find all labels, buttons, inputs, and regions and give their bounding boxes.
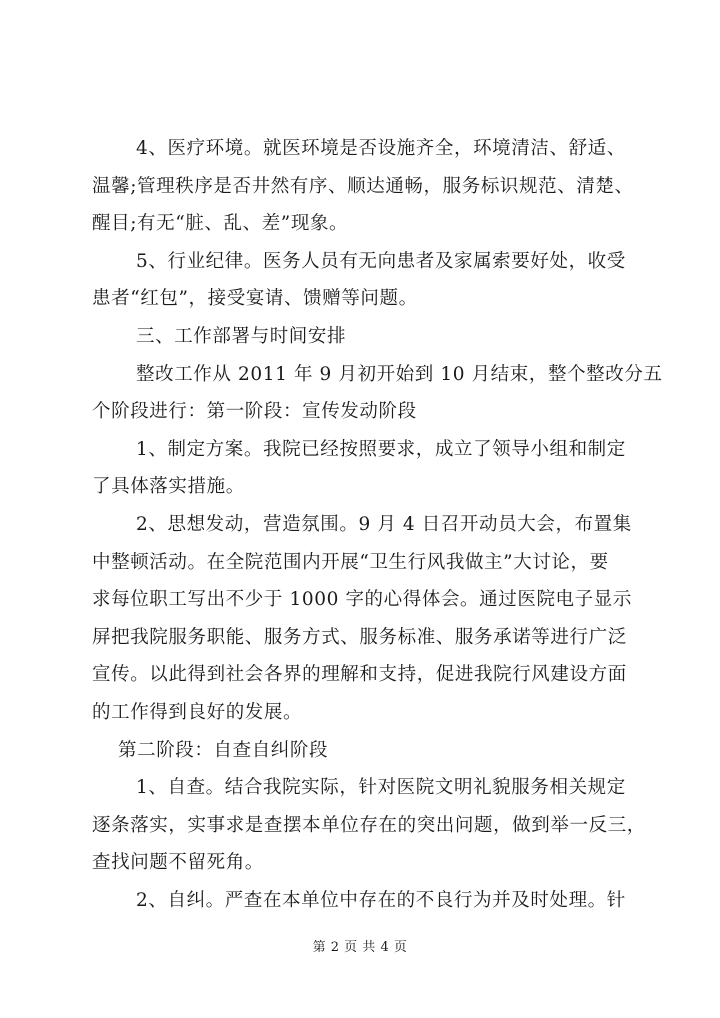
paragraph-line: 整改工作从 2011 年 9 月初开始到 10 月结束，整个整改分五 [136,363,663,385]
section-heading: 第二阶段：自查自纠阶段 [118,739,329,761]
paragraph-line: 屏把我院服务职能、服务方式、服务标准、服务承诺等进行广泛 [92,626,627,648]
section-heading: 三、工作部署与时间安排 [136,325,347,347]
paragraph-line: 的工作得到良好的发展。 [92,701,303,723]
paragraph-line: 个阶段进行：第一阶段：宣传发动阶段 [92,401,417,423]
document-body [92,130,672,919]
paragraph-line: 患者“红包”，接受宴请、馈赠等问题。 [92,288,418,310]
paragraph-line: 中整顿活动。在全院范围内开展“卫生行风我做主”大讨论，要 [92,551,609,573]
paragraph-line: 1、制定方案。我院已经按照要求，成立了领导小组和制定 [136,438,626,460]
paragraph-line: 2、自纠。严查在本单位中存在的不良行为并及时处理。针 [136,889,626,911]
paragraph-line: 温馨;管理秩序是否井然有序、顺达通畅，服务标识规范、清楚、 [92,175,634,197]
paragraph-line: 4、医疗环境。就医环境是否设施齐全，环境清洁、舒适、 [136,138,626,159]
paragraph-line: 5、行业纪律。医务人员有无向患者及家属索要好处，收受 [136,250,626,272]
paragraph-line: 1、自查。结合我院实际，针对医院文明礼貌服务相关规定 [136,777,626,799]
paragraph-line: 了具体落实措施。 [92,476,245,498]
page-number-footer: 第 2 页 共 4 页 [312,940,408,955]
paragraph-line: 求每位职工写出不少于 1000 字的心得体会。通过医院电子显示 [92,589,632,611]
paragraph-line: 查找问题不留死角。 [92,852,264,874]
paragraph-line: 2、思想发动，营造氛围。9 月 4 日召开动员大会，布置集 [136,513,632,535]
paragraph-line: 宣传。以此得到社会各界的理解和支持，促进我院行风建设方面 [92,664,627,686]
paragraph-line: 醒目;有无“脏、乱、差”现象。 [92,213,349,235]
paragraph-line: 逐条落实，实事求是查摆本单位存在的突出问题，做到举一反三， [92,814,646,836]
